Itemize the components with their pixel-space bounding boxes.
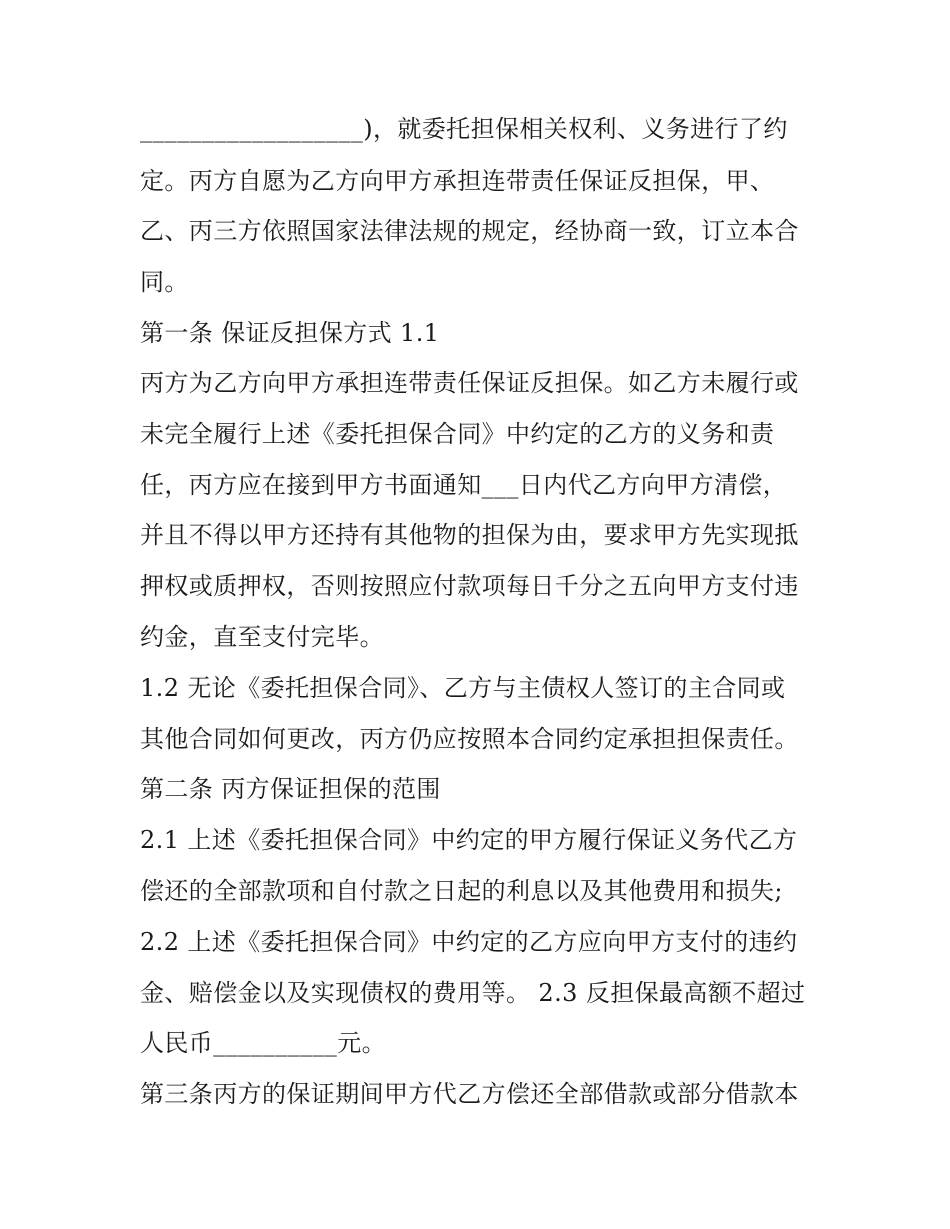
text-line: 2.1 上述《委托担保合同》中约定的甲方履行保证义务代乙方	[140, 826, 798, 854]
text-line: 押权或质押权，否则按照应付款项每日千分之五向甲方支付违	[140, 572, 799, 600]
article-heading-2: 第二条 丙方保证担保的范围	[140, 775, 441, 803]
text-line: 人民币__________元。	[140, 1029, 386, 1057]
text-line: __________________)，就委托担保相关权利、义务进行了约	[140, 115, 788, 143]
text-line: 2.2 上述《委托担保合同》中约定的乙方应向甲方支付的违约	[140, 928, 798, 956]
text-line: 其他合同如何更改，丙方仍应按照本合同约定承担担保责任。	[140, 725, 799, 753]
text-line: 金、赔偿金以及实现债权的费用等。 2.3 反担保最高额不超过	[140, 979, 806, 1007]
text-line: 偿还的全部款项和自付款之日起的利息以及其他费用和损失;	[140, 877, 783, 905]
text-line: 并且不得以甲方还持有其他物的担保为由，要求甲方先实现抵	[140, 521, 799, 549]
text-line: 乙、丙三方依照国家法律法规的规定，经协商一致，订立本合	[140, 217, 799, 245]
text-line: 约金，直至支付完毕。	[140, 623, 384, 651]
text-line: 1.2 无论《委托担保合同》、乙方与主债权人签订的主合同或	[140, 674, 786, 702]
article-heading-1: 第一条 保证反担保方式 1.1	[140, 319, 440, 347]
article-heading-3: 第三条丙方的保证期间甲方代乙方偿还全部借款或部分借款本	[140, 1080, 799, 1108]
text-line: 定。丙方自愿为乙方向甲方承担连带责任保证反担保，甲、	[140, 167, 775, 195]
text-line: 未完全履行上述《委托担保合同》中约定的乙方的义务和责	[140, 420, 775, 448]
text-line: 同。	[140, 268, 189, 296]
text-line: 任，丙方应在接到甲方书面通知___日内代乙方向甲方清偿，	[140, 471, 788, 499]
text-line: 丙方为乙方向甲方承担连带责任保证反担保。如乙方未履行或	[140, 369, 799, 397]
